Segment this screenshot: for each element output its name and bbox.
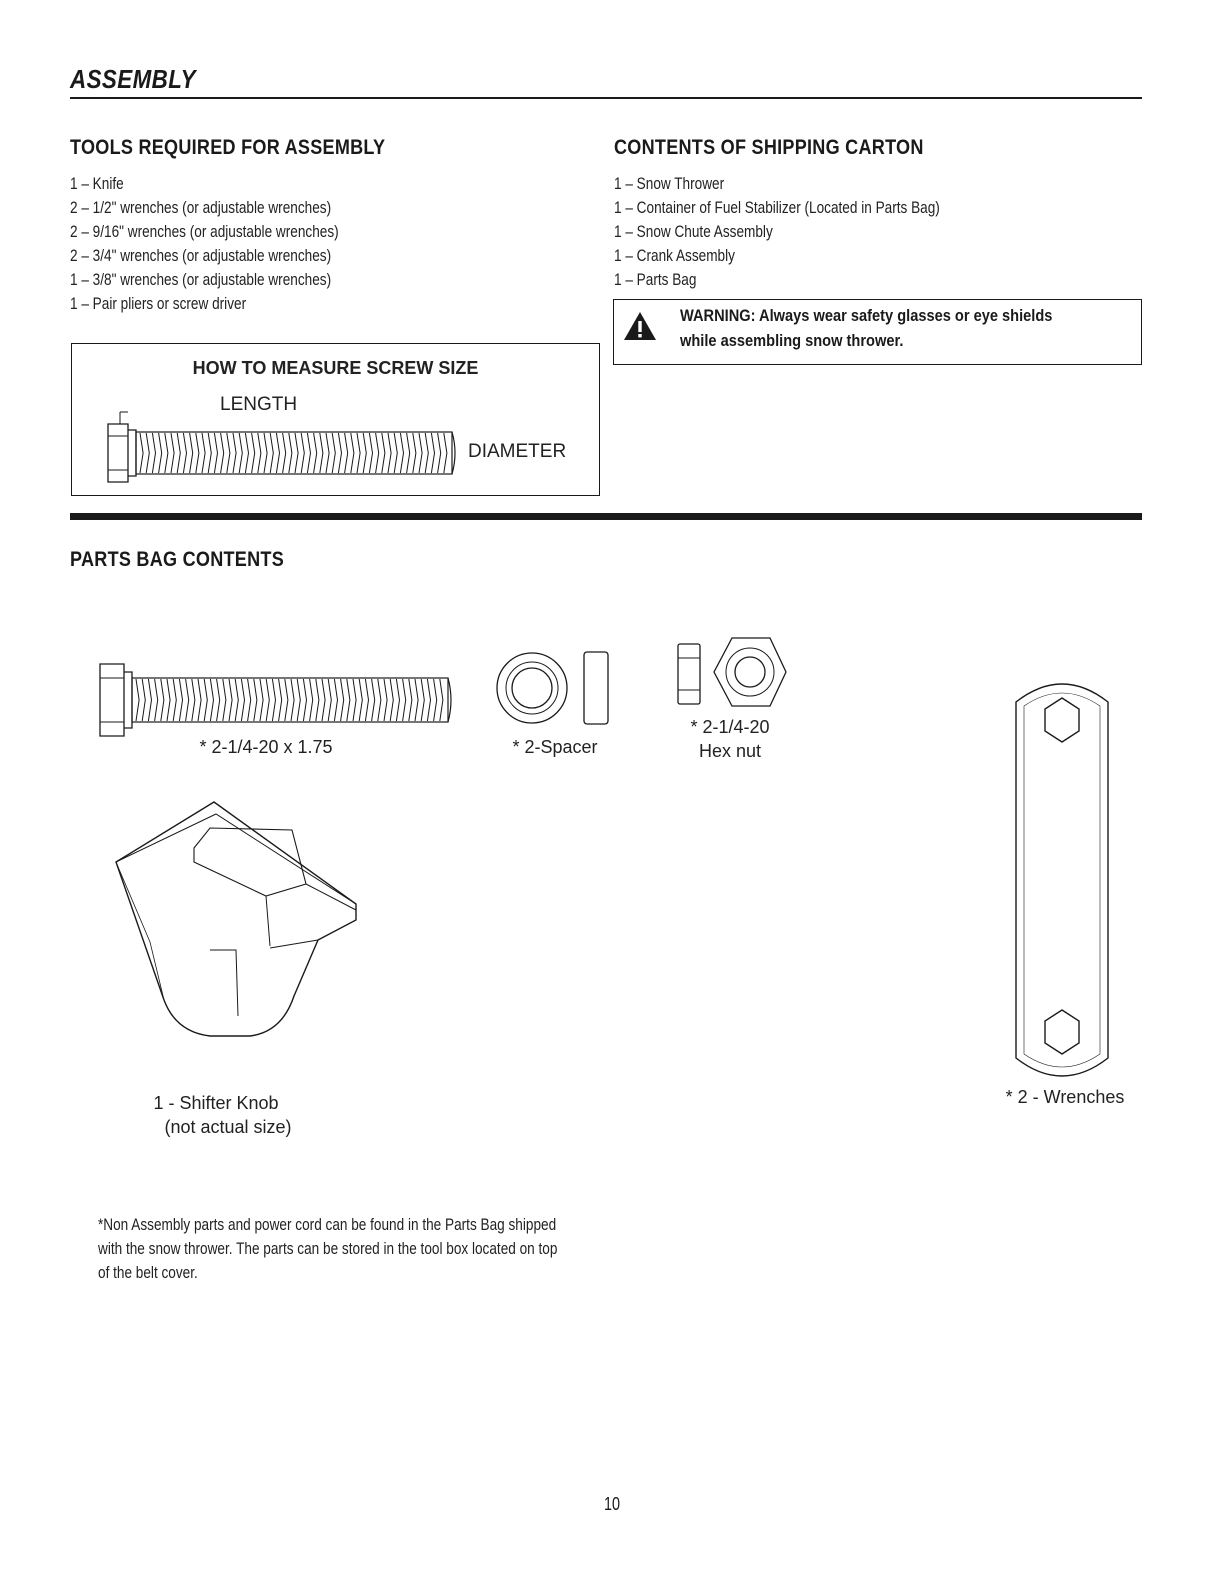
tools-title: TOOLS REQUIRED FOR ASSEMBLY [70,136,386,159]
page-number: 10 [603,1494,621,1514]
footnote-line: of the belt cover. [98,1263,198,1282]
list-item: 1 – Pair pliers or screw driver [70,294,247,313]
carton-list [614,172,1021,292]
header-rule [70,97,1142,99]
knob-caption-1: 1 - Shifter Knob [153,1093,279,1113]
screw-diagram [102,404,462,488]
carton-title: CONTENTS OF SHIPPING CARTON [614,136,924,159]
warning-line-2: while assembling snow thrower. [680,331,904,350]
footnote [98,1213,672,1285]
page-header: ASSEMBLY [70,64,197,94]
tools-list [70,172,406,316]
bolt-caption: * 2-1/4-20 x 1.75 [199,737,333,757]
hex-nut-illustration [674,636,790,710]
wrench-illustration [1010,672,1114,1090]
list-item: 1 – Snow Thrower [614,174,725,193]
knob-caption-2: (not actual size) [164,1117,292,1137]
list-item: 1 – Container of Fuel Stabilizer (Located in Parts Bag) [614,198,940,217]
shifter-knob-illustration [110,800,366,1040]
hexnut-caption-1: * 2-1/4-20 [690,717,770,737]
footnote-line: *Non Assembly parts and power cord can be found in the Parts Bag shipped [98,1215,557,1234]
parts-bag-title: PARTS BAG CONTENTS [70,548,285,571]
list-item: 1 – Parts Bag [614,270,697,289]
list-item: 2 – 9/16" wrenches (or adjustable wrenches) [70,222,339,241]
length-label: LENGTH [220,394,298,415]
list-item: 1 – Snow Chute Assembly [614,222,773,241]
list-item: 1 – Knife [70,174,124,193]
footnote-line: with the snow thrower. The parts can be stored in the tool box located on top [98,1239,558,1258]
screw-size-box [71,343,600,496]
warning-line-1: WARNING: Always wear safety glasses or eye shields [680,306,1053,325]
warning-icon [622,310,658,342]
list-item: 1 – Crank Assembly [614,246,735,265]
diameter-label: DIAMETER [468,441,567,462]
warning-box [613,299,1142,365]
list-item: 2 – 1/2" wrenches (or adjustable wrenches) [70,198,332,217]
screw-size-title: HOW TO MEASURE SCREW SIZE [192,358,479,378]
wrench-caption: * 2 - Wrenches [1005,1087,1125,1107]
section-divider [70,513,1142,520]
spacer-illustration [494,648,618,728]
spacer-caption: * 2-Spacer [512,737,598,757]
bolt-illustration [96,658,456,738]
list-item: 1 – 3/8" wrenches (or adjustable wrenches) [70,270,332,289]
hexnut-caption-2: Hex nut [698,741,762,761]
list-item: 2 – 3/4" wrenches (or adjustable wrenches) [70,246,332,265]
